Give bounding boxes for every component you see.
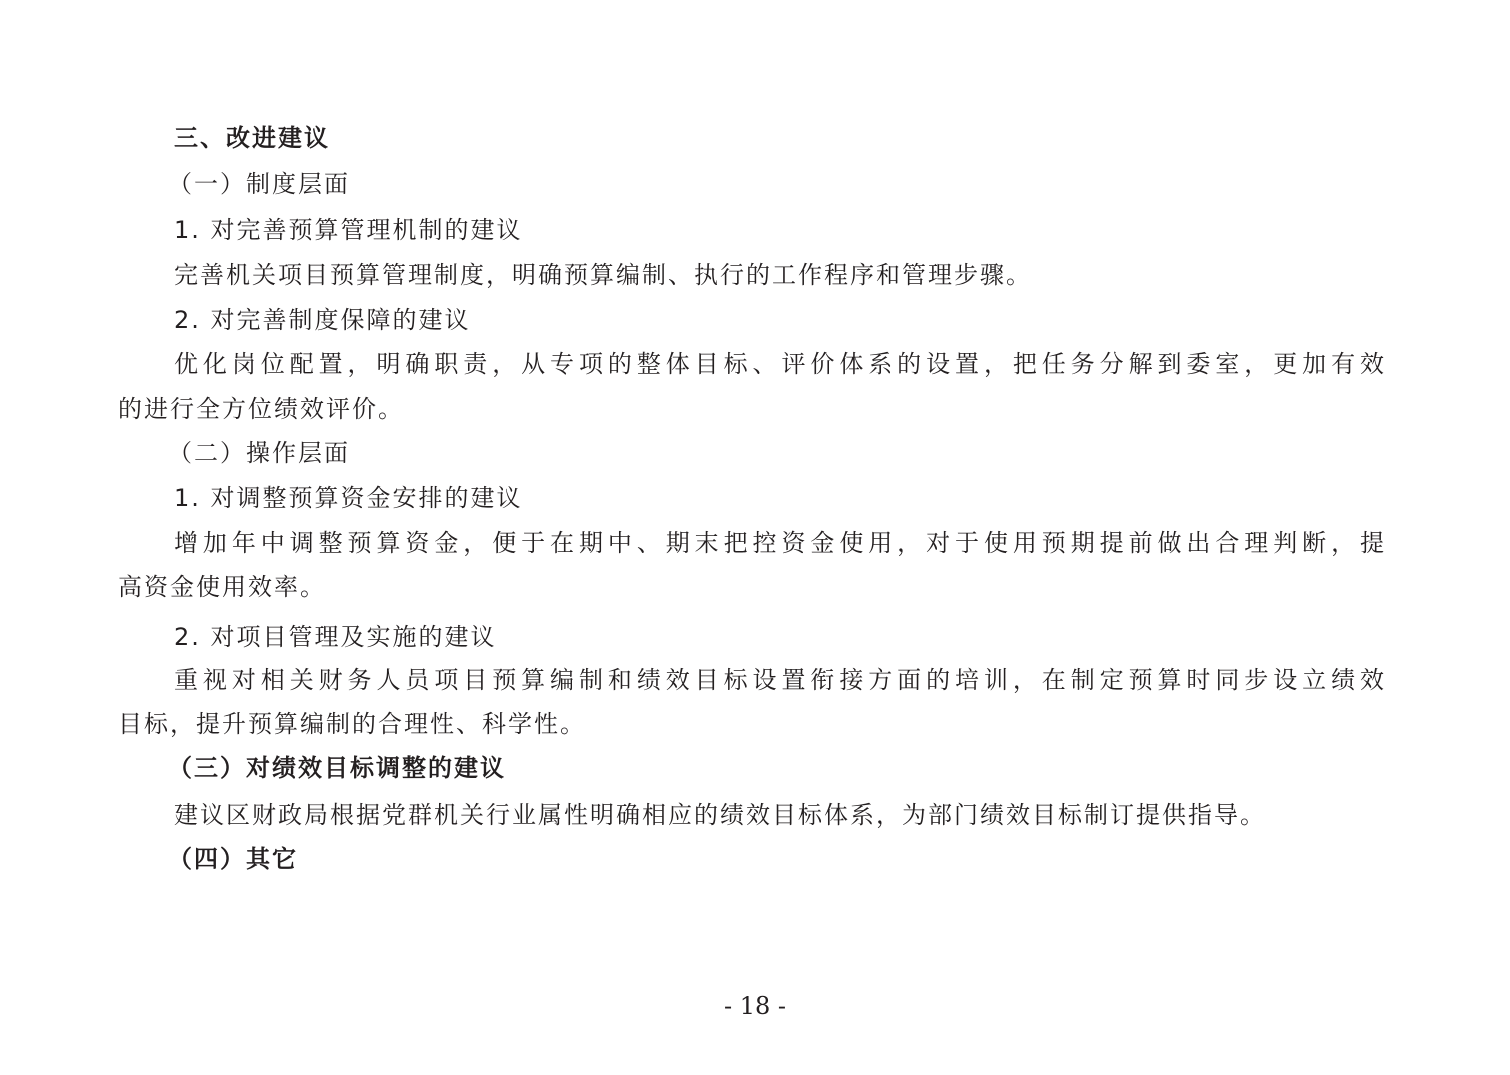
subsection-heading-1: （一）制度层面 (168, 170, 350, 198)
subsection-heading-4: （四）其它 (168, 845, 298, 873)
item-body-1-2-line1: 优化岗位配置，明确职责，从专项的整体目标、评价体系的设置，把任务分解到委室，更加有效 (174, 350, 1386, 378)
item-title-1-2: 2. 对完善制度保障的建议 (174, 306, 471, 334)
item-body-1-2-line2: 的进行全方位绩效评价。 (118, 395, 404, 423)
item-body-2-1-line2: 高资金使用效率。 (118, 573, 326, 601)
item-body-2-1-line1: 增加年中调整预算资金，便于在期中、期末把控资金使用，对于使用预期提前做出合理判断，提 (174, 529, 1386, 557)
item-title-2-1: 1. 对调整预算资金安排的建议 (174, 484, 523, 512)
item-body-2-2-line2: 目标，提升预算编制的合理性、科学性。 (118, 710, 586, 738)
subsection-heading-2: （二）操作层面 (168, 439, 350, 467)
page-number: - 18 - (723, 992, 786, 1020)
section-title: 三、改进建议 (174, 124, 330, 152)
item-title-2-2: 2. 对项目管理及实施的建议 (174, 623, 497, 651)
subsection-heading-3: （三）对绩效目标调整的建议 (168, 754, 506, 782)
item-body-1-1: 完善机关项目预算管理制度，明确预算编制、执行的工作程序和管理步骤。 (174, 261, 1032, 289)
item-title-1-1: 1. 对完善预算管理机制的建议 (174, 216, 523, 244)
subsection-body-3: 建议区财政局根据党群机关行业属性明确相应的绩效目标体系，为部门绩效目标制订提供指导。 (174, 801, 1266, 829)
item-body-2-2-line1: 重视对相关财务人员项目预算编制和绩效目标设置衔接方面的培训，在制定预算时同步设立绩效 (174, 666, 1386, 694)
